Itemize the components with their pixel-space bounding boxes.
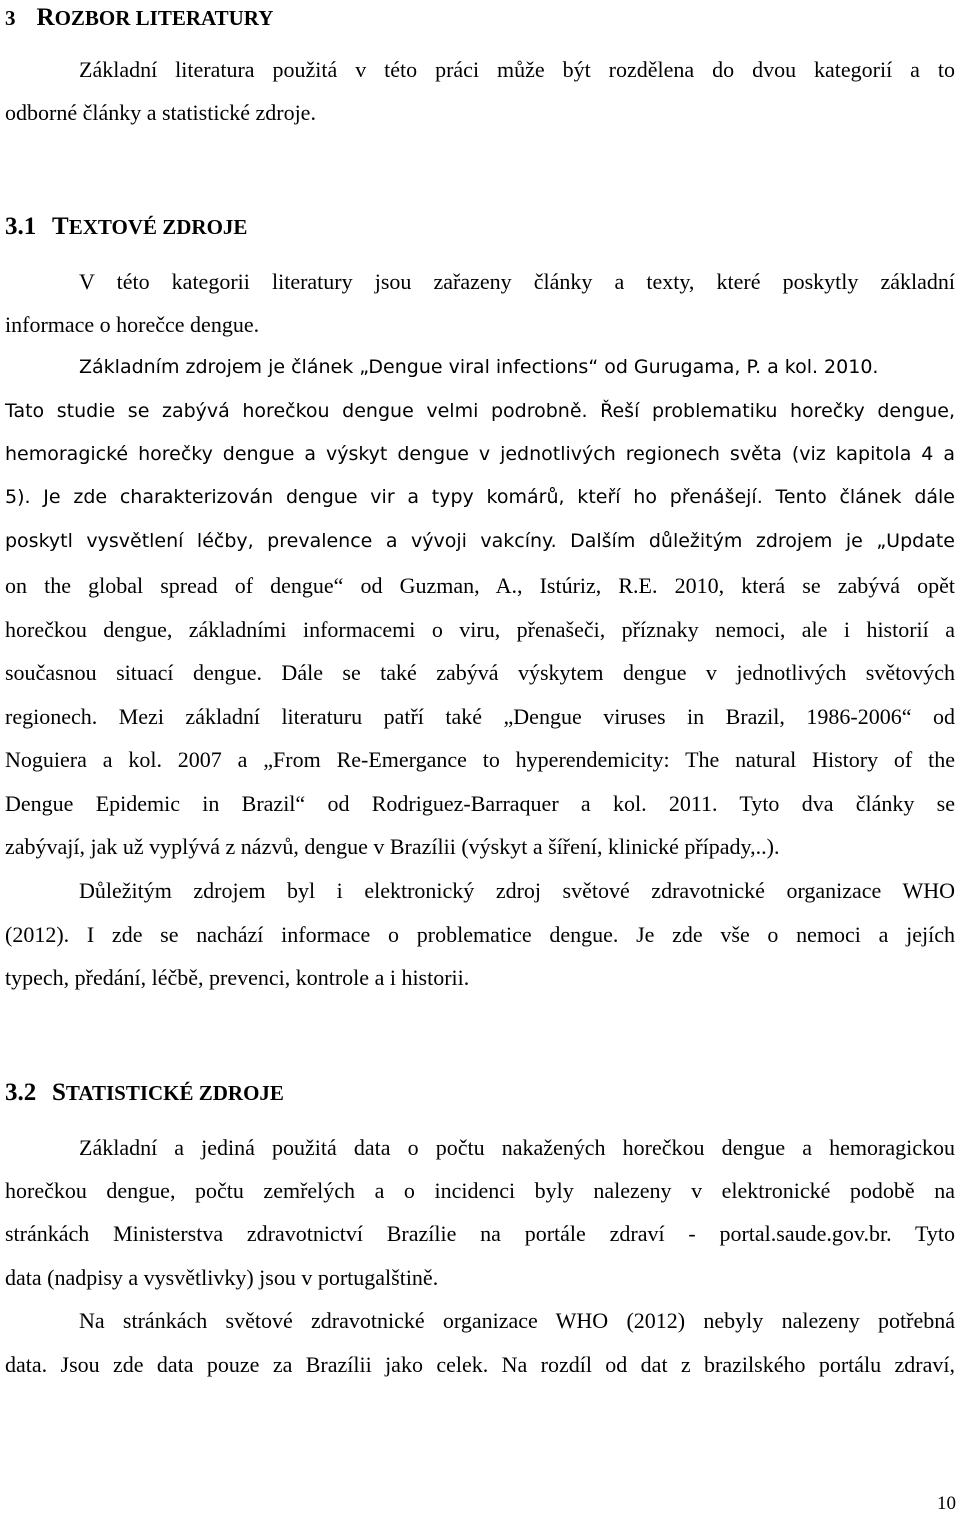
intro-line: Základní literatura použitá v této práci může být rozdělena do dvou kategorií a to	[79, 57, 955, 82]
paragraph-line: Důležitým zdrojem byl i elektronický zdroj světové zdravotnické organizace WHO	[79, 878, 955, 903]
paragraph-line: on the global spread of dengue“ od Guzman, A., Istúriz, R.E. 2010, která se zabývá opět	[5, 573, 955, 598]
chapter-number: 3	[5, 6, 16, 30]
paragraph-line: 5). Je zde charakterizován dengue vir a typy komárů, kteří ho přenášejí. Tento článek dále	[5, 486, 955, 508]
paragraph-line: Dengue Epidemic in Brazil“ od Rodriguez-Barraquer a kol. 2011. Tyto dva články se	[5, 791, 955, 816]
paragraph-line: poskytl vysvětlení léčby, prevalence a vývoji vakcíny. Dalším důležitým zdrojem je „Update	[5, 530, 955, 552]
paragraph-line: horečkou dengue, počtu zemřelých a o incidenci byly nalezeny v elektronické podobě na	[5, 1178, 955, 1203]
paragraph-line: současnou situací dengue. Dále se také zabývá výskytem dengue v jednotlivých světových	[5, 660, 955, 685]
paragraph-line: Základní a jediná použitá data o počtu nakažených horečkou dengue a hemoragickou	[79, 1135, 955, 1160]
paragraph-line: regionech. Mezi základní literaturu patří také „Dengue viruses in Brazil, 1986-2006“ od	[5, 704, 955, 729]
paragraph-line: Na stránkách světové zdravotnické organizace WHO (2012) nebyly nalezeny potřebná	[79, 1308, 955, 1333]
paragraph-line: Noguiera a kol. 2007 a „From Re-Emergance to hyperendemicity: The natural History of the	[5, 747, 955, 772]
section-heading: 3.1 TEXTOVÉ ZDROJE	[5, 213, 248, 240]
page-number: 10	[937, 1493, 956, 1514]
paragraph-line: Základním zdrojem je článek „Dengue viral infections“ od Gurugama, P. a kol. 2010.	[79, 356, 879, 378]
intro-line: odborné články a statistické zdroje.	[5, 100, 316, 125]
paragraph-line: informace o horečce dengue.	[5, 312, 260, 337]
paragraph-line: zabývají, jak už vyplývá z názvů, dengue v Brazílii (výskyt a šíření, klinické případy,..).	[5, 834, 780, 859]
paragraph-line: Tato studie se zabývá horečkou dengue velmi podrobně. Řeší problematiku horečky dengue,	[5, 400, 955, 422]
paragraph-line: hemoragické horečky dengue a výskyt dengue v jednotlivých regionech světa (viz kapitola 4 a	[5, 443, 955, 465]
paragraph-line: horečkou dengue, základními informacemi o viru, přenašeči, příznaky nemoci, ale i historií a	[5, 617, 955, 642]
section-number: 3.2	[5, 1079, 37, 1106]
paragraph-line: (2012). I zde se nachází informace o problematice dengue. Je zde vše o nemoci a jejích	[5, 922, 955, 947]
section-number: 3.1	[5, 213, 37, 240]
paragraph-line: V této kategorii literatury jsou zařazeny články a texty, které poskytly základní	[79, 269, 955, 294]
paragraph-line: data. Jsou zde data pouze za Brazílii jako celek. Na rozdíl od dat z brazilského portálu zdraví,	[5, 1352, 955, 1377]
paragraph-line: typech, předání, léčbě, prevenci, kontrole a i historii.	[5, 965, 470, 990]
chapter-heading: 3 ROZBOR LITERATURY	[5, 4, 274, 31]
paragraph-line: data (nadpisy a vysvětlivky) jsou v portugalštině.	[5, 1265, 439, 1290]
paragraph-line: stránkách Ministerstva zdravotnictví Brazílie na portále zdraví - portal.saude.gov.br. Tyto	[5, 1221, 955, 1246]
section-heading: 3.2 STATISTICKÉ ZDROJE	[5, 1079, 284, 1106]
